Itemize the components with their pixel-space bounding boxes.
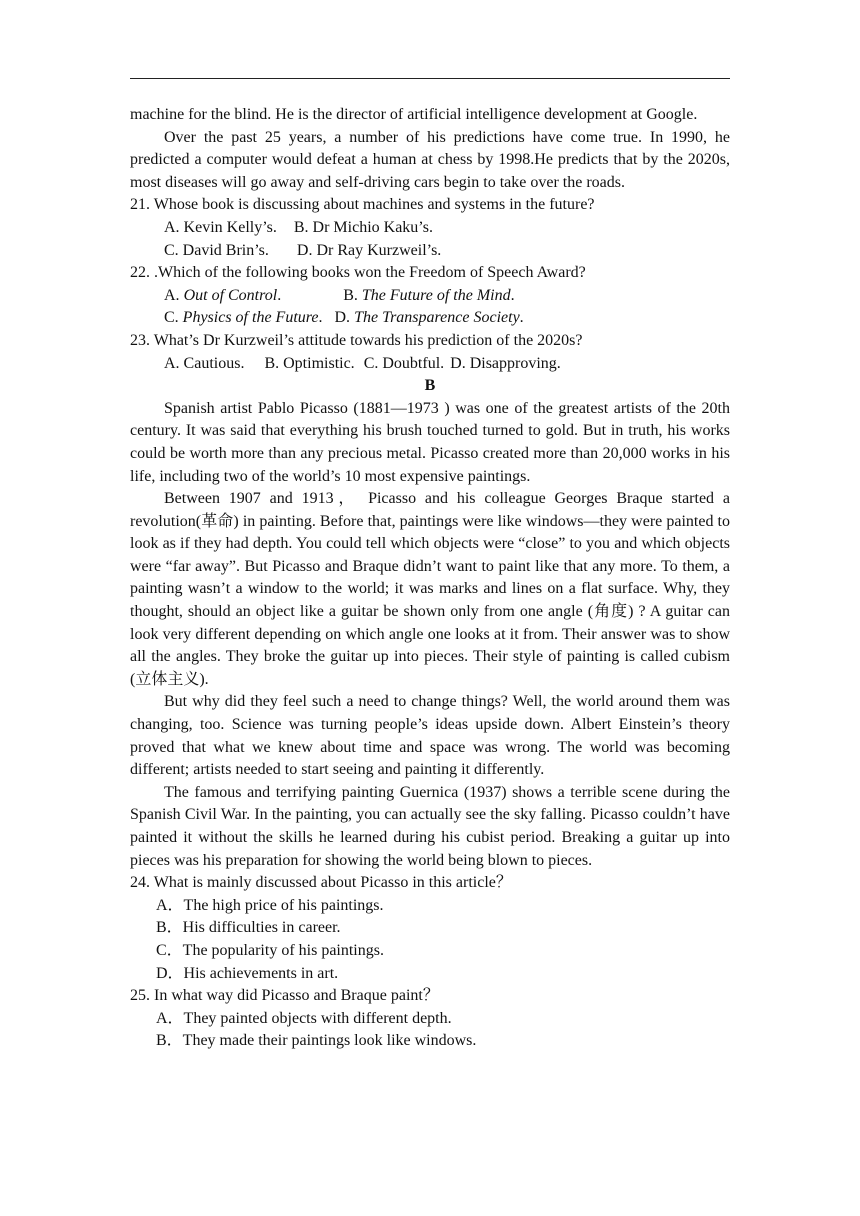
option-22-d-title: The Transparence Society bbox=[354, 309, 520, 327]
question-23-options bbox=[130, 353, 730, 376]
option-22-b-title: The Future of the Mind bbox=[361, 286, 511, 304]
paragraph-b4: The famous and terrifying painting Guernica (1937) shows a terrible scene during the Spanish Civil War. In the painting, you can actually see the sky falling. Picasso couldn’t have painted it without the skills he learned during his cubist period. Breaking a guitar up into pieces was his preparation for showing the world being blown to pieces. bbox=[130, 783, 730, 869]
paragraph-a-ending: machine for the blind. He is the director of artificial intelligence development at Google. bbox=[130, 106, 698, 123]
option-22-a-title: Out of Control bbox=[183, 286, 278, 304]
paragraph-predictions: Over the past 25 years, a number of his predictions have come true. In 1990, he predicted a computer would defeat a human at chess by 1998.He predicts that by the 2020s, most diseases will go away and self-driving cars begin to take over the roads. bbox=[130, 128, 730, 191]
question-22-options-row2: C. Physics of the Future. D. The Transparence Society. bbox=[164, 309, 524, 327]
option-23-b: B. Optimistic. bbox=[264, 354, 355, 372]
question-23-stem: 23. What’s Dr Kurzweil’s attitude towards his prediction of the 2020s? bbox=[130, 331, 583, 349]
question-23 bbox=[130, 330, 730, 375]
option-25-a: A．They painted objects with different depth. bbox=[156, 1009, 452, 1027]
option-24-c: C．The popularity of his paintings. bbox=[156, 941, 384, 959]
option-22-c-letter: C. bbox=[164, 309, 179, 327]
option-23-d: D. Disapproving. bbox=[450, 354, 561, 372]
option-24-b: B．His difficulties in career. bbox=[156, 919, 341, 937]
question-25-stem: 25. In what way did Picasso and Braque paint？ bbox=[130, 987, 439, 1005]
section-b-heading: B bbox=[424, 377, 436, 395]
question-22 bbox=[130, 262, 730, 330]
paragraph-b1: Spanish artist Pablo Picasso (1881—1973 ) was one of the greatest artists of the 20th century. It was said that everything his brush touched turned to gold. But in truth, his works could be worth more than any precious metal. Picasso created more than 20,000 works in his life, including two of the world’s 10 most expensive paintings. bbox=[130, 399, 730, 485]
header-rule bbox=[130, 78, 730, 79]
question-22-options-row1: A. Out of Control. B. The Future of the Mind. bbox=[164, 286, 515, 304]
option-21-a: A. Kevin Kelly’s. bbox=[164, 218, 277, 236]
question-22-stem: 22. .Which of the following books won the Freedom of Speech Award? bbox=[130, 264, 586, 282]
option-21-b: B. Dr Michio Kaku’s. bbox=[293, 218, 433, 236]
option-25-b: B．They made their paintings look like windows. bbox=[156, 1032, 477, 1050]
question-21-options-row1 bbox=[130, 217, 730, 240]
document-page bbox=[130, 104, 730, 1053]
question-21 bbox=[130, 194, 730, 262]
question-21-stem: 21. Whose book is discussing about machines and systems in the future? bbox=[130, 196, 595, 214]
option-22-b-letter: B. bbox=[343, 286, 358, 304]
question-24 bbox=[130, 872, 730, 985]
option-24-d: D．His achievements in art. bbox=[156, 964, 339, 982]
question-25 bbox=[130, 985, 730, 1053]
question-21-options-row2 bbox=[130, 240, 730, 263]
question-24-stem: 24. What is mainly discussed about Picasso in this article？ bbox=[130, 874, 512, 892]
option-24-a: A．The high price of his paintings. bbox=[156, 896, 384, 914]
paragraph-b2: Between 1907 and 1913， Picasso and his colleague Georges Braque started a revolution(革命) in painting. Before that, paintings were like windows—they were painted to look as if they had depth. You could tell which objects were “close” to you and which objects were “far away”. But Picasso and Braque didn’t want to paint like that any more. To them, a painting wasn’t a window to the world; it was marks and lines on a flat surface. Why, they thought, should an object like a guitar be shown only from one angle (角度) ? A guitar can look very different depending on which angle one looks at it from. Their answer was to show all the angles. They broke the guitar up into pieces. Their style of painting is called cubism (立体主义). bbox=[130, 490, 730, 688]
option-22-d-letter: D. bbox=[334, 309, 351, 327]
paragraph-b3: But why did they feel such a need to change things? Well, the world around them was changing, too. Science was turning people’s ideas upside down. Albert Einstein’s theory proved that what we knew about time and space was wrong. The world was becoming different; artists needed to start seeing and painting it differently. bbox=[130, 693, 730, 779]
option-23-c: C. Doubtful. bbox=[363, 354, 445, 372]
option-22-a-letter: A. bbox=[164, 286, 180, 304]
option-21-d: D. Dr Ray Kurzweil’s. bbox=[296, 241, 442, 259]
option-21-c: C. David Brin’s. bbox=[164, 241, 269, 259]
option-22-c-title: Physics of the Future bbox=[182, 309, 319, 327]
option-23-a: A. Cautious. bbox=[164, 354, 245, 372]
